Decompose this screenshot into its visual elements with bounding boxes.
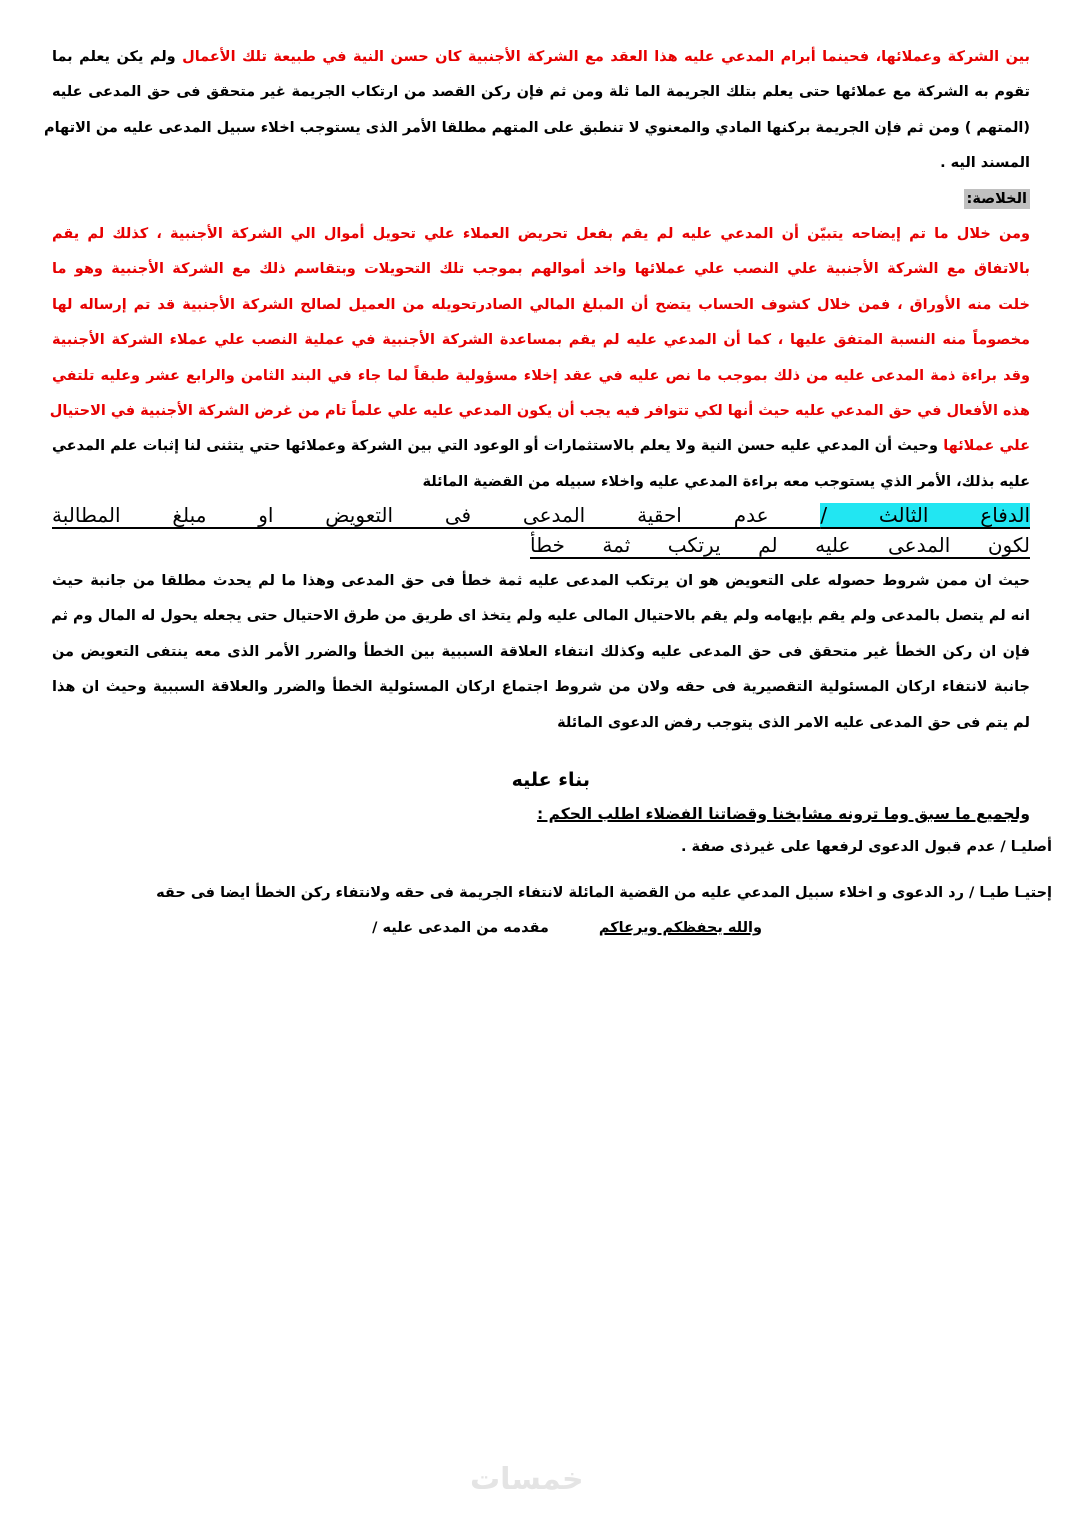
summary-line: وقد براءة ذمة المدعى عليه من ذلك بموجب ما نص عليه في عقد إخلاء مسؤولية طبقاً لما جاء في البند الثامن والرابع عشر وعليه تلتفي: [52, 367, 1030, 384]
summary-line: بالاتفاق مع الشركة الأجنبية علي النصب علي عملائها واخد أموالهم بموجب تلك التحويلات وبتقاسم ذلك مع الشركة الأجنبية وهو ما: [52, 261, 1030, 278]
alt-label: إحتيـا طيـا /: [968, 884, 1052, 901]
summary-line: مخصوماً منه النسبة المتفق عليها ، كما أن المدعي عليه لم يقم بمساعدة الشركة الأجنبية في عملية النصب علي عملاء الشركة الأجنبية: [52, 332, 1030, 349]
summary-line: [52, 429, 1030, 464]
alt-text: رد الدعوى و اخلاء سبيل المدعي عليه من القضية المائلة لانتفاء الجريمة فى حقه ولانتفاء ركن الخطأ ايضا فى حقه: [156, 884, 969, 901]
summary-line: هذه الأفعال في حق المدعي عليه حيث أنها لكي تتوافر فيه يجب أن يكون المدعي عليه علي علماً تام من غرض الشركة الأجنبية في الاحتيال: [49, 402, 1030, 419]
summary-line: خلت منه الأوراق ، فمن خلال كشوف الحساب يتضح أن المبلغ المالي الصادرتحويله من العميل لصالح الشركة الأجنبية قد تم إرساله لها: [52, 296, 1030, 313]
primary-label: أصليـا /: [1000, 839, 1052, 856]
submitted-by: مقدمه من المدعى عليه /: [372, 920, 549, 937]
defense3-title: [52, 500, 1030, 530]
watermark-logo: خمسات: [470, 1462, 584, 1497]
alternative-request: [52, 876, 1052, 911]
request-text: ولجميع ما سبق وما ترونه مشايخنا وقضاتنا الفضلاء اطلب الحكم :: [537, 805, 1030, 824]
para3-line: لم يتم فى حق المدعى عليه الامر الذى يتوجب رفض الدعوى المائلة: [557, 714, 1030, 731]
closing-line: [52, 911, 1030, 946]
conclusion-heading: بناء عليه: [511, 769, 590, 792]
request-line: [52, 798, 1030, 830]
defense3-title-line2: لكون المدعى عليه لم يرتكب ثمة خطأ: [530, 533, 1030, 558]
defense3-title-text: عدم احقية المدعى فى التعويض او مبلغ المطالبة: [52, 503, 821, 528]
black-text: وحيث أن المدعي عليه حسن النية ولا يعلم بالاستثمارات أو الوعود التي بين الشركة وعملائها حتي يتثنى لنا إثبات علم المدعي: [52, 438, 944, 455]
para3-line: حيث ان ممن شروط حصوله على التعويض هو ان يرتكب المدعى عليه ثمة خطأ فى حق المدعى وهذا ما لم يحدث مطلقا من جانبة حيث: [52, 573, 1030, 590]
para3-line: فإن ان ركن الخطأ غير متحقق فى حق المدعى عليه وكذلك انتفاء العلاقة السببية بين الخطأ والضرر الأمر الذى معه ينتفى التعويض من: [52, 643, 1030, 660]
para1-line: تقوم به الشركة مع عملائها حتى يعلم بتلك الجريمة الما ثلة ومن ثم فإن ركن القصد من ارتكاب الجريمة غير متحقق فى حق المدعى عليه: [52, 84, 1030, 101]
document-page: [43, 40, 1052, 947]
para1-line: [52, 40, 1030, 75]
red-text: علي عملائها: [943, 438, 1031, 455]
summary-line: ومن خلال ما تم إيضاحه يتبيّن أن المدعي عليه لم يقم بفعل تحريض العملاء علي تحويل أموال الي الشركة الأجنبية ، كذلك لم يقم: [52, 225, 1030, 242]
para3-line: انه لم يتصل بالمدعى ولم يقم بإيهامه ولم يقم بالاحتيال المالى عليه ولم يتخذ اى طريق من طرق الاحتيال حتى يجعله يحول له المال وم ثم: [51, 608, 1030, 625]
summary-heading: الخلاصة:: [964, 189, 1030, 209]
defense3-label: الدفاع الثالث /: [820, 503, 1030, 528]
primary-request: [52, 830, 1052, 865]
red-text: بين الشركة وعملائها، فحينما أبرام المدعي عليه هذا العقد مع الشركة الأجنبية كان حسن النية في طبيعة تلك الأعمال: [182, 49, 1030, 65]
summary-heading-line: [52, 182, 1030, 217]
closing-text: والله يحفظكم ويرعاكم: [598, 920, 762, 937]
para1-line: (المتهم ) ومن ثم فإن الجريمة بركنها المادي والمعنوي لا تنطبق على المتهم مطلقا الأمر الذى يستوجب اخلاء سبيل المدعى عليه من الاتهام: [43, 119, 1030, 136]
primary-text: عدم قبول الدعوى لرفعها على غيرذى صفة .: [680, 839, 1001, 856]
para1-line: المسند اليه .: [940, 155, 1030, 172]
black-text: ولم يكن يعلم بما: [52, 49, 183, 65]
summary-line: عليه بذلك، الأمر الذي يستوجب معه براءة المدعي عليه واخلاء سبيله من القضية المائلة: [422, 473, 1030, 490]
para3-line: جانبة لانتفاء اركان المسئولية التقصيرية فى حقه ولان من شروط اجتماع اركان المسئولية الخطأ والضرر والعلاقة السببية وحيث ان هذا: [52, 679, 1030, 696]
